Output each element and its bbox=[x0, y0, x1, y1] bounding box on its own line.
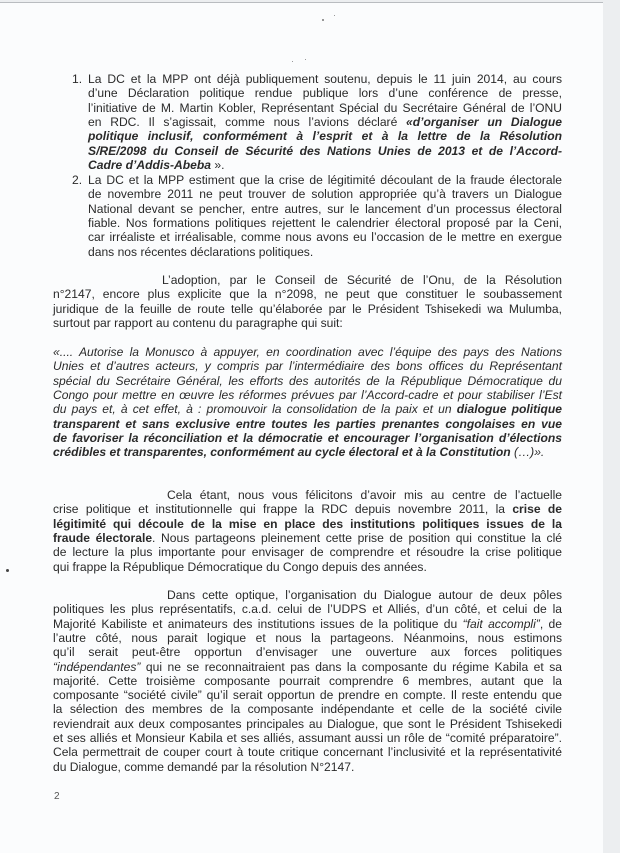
text-run: crise politique et institutionnelle qui frappe la RDC depuis novembre 2011, la bbox=[53, 502, 513, 516]
text-run: politique inclusif, conformément à l’esprit et à la lettre de la Résolution bbox=[88, 129, 562, 143]
text-line bbox=[53, 531, 562, 545]
text-line bbox=[53, 417, 562, 431]
text-line bbox=[162, 273, 562, 287]
text-run: de lecture la plus importante pour envisager de comprendre et résoudre la crise politique bbox=[53, 545, 562, 559]
text-line bbox=[53, 502, 562, 516]
text-line bbox=[53, 345, 562, 359]
text-line bbox=[53, 517, 562, 531]
text-run: S/RE/2098 du Conseil de Sécurité des Nations Unies de 2013 et de l’Accord- bbox=[88, 144, 562, 158]
text-line bbox=[53, 631, 562, 645]
text-run: «d’organiser un Dialogue bbox=[406, 115, 562, 129]
text-line bbox=[53, 602, 562, 616]
text-run: dans nos récentes déclarations politiques. bbox=[88, 245, 314, 259]
text-run: Dans cette optique, l’organisation du Dialogue autour de deux pôles bbox=[167, 588, 562, 602]
text-line bbox=[53, 731, 562, 745]
text-line bbox=[88, 144, 562, 158]
text-run: qui frappe la République Démocratique du Congo depuis des années. bbox=[53, 560, 427, 574]
text-run: Congo pour mettre en œuvre les réformes prévues par l’Accord-cadre et pour stabiliser l’Est bbox=[53, 388, 562, 402]
text-line bbox=[88, 216, 562, 230]
text-line bbox=[88, 72, 562, 86]
text-run: de favoriser la réconciliation et la démocratie et encourager l’organisation d’élections bbox=[53, 431, 562, 445]
text-run: majorité. Cette troisième composante pourrait comprendre 6 membres, autant que la bbox=[53, 674, 562, 688]
text-run: juridique de la feuille de route telle qu’élaborée par le Président Tshisekedi wa Mulumba, bbox=[53, 302, 562, 316]
text-run: spécial du Secrétaire Général, les efforts des autorités de la République Démocratique du bbox=[53, 374, 562, 388]
scan-speck bbox=[322, 19, 324, 21]
text-run: crise de bbox=[512, 502, 563, 516]
text-run: “indépendantes” bbox=[53, 660, 141, 674]
text-line bbox=[53, 316, 562, 330]
text-run: l’autre côté, nous parait logique et nous la partageons. Néanmoins, nous estimons bbox=[53, 631, 562, 645]
text-line bbox=[53, 688, 562, 702]
item-number: 1. bbox=[72, 72, 83, 86]
text-run: fraude électorale bbox=[53, 531, 153, 545]
text-run: du pays et, à cet effet, à : promouvoir la consolidation de la paix et un bbox=[53, 402, 457, 416]
text-run: l’initiative de M. Martin Kobler, Représentant Spécial du Secrétaire Général de l’ONU bbox=[88, 101, 562, 115]
text-line bbox=[88, 101, 562, 115]
text-run: «.... Autorise la Monusco à appuyer, en coordination avec l’équipe des pays des Nations bbox=[53, 345, 562, 359]
text-run: “fait accompli” bbox=[462, 617, 540, 631]
text-line bbox=[53, 359, 562, 373]
text-run: légitimité qui découle de la mise en place des institutions politiques issues de la bbox=[53, 517, 562, 531]
text-line bbox=[53, 431, 562, 445]
text-run: Cela permettrait de couper court à toute critique concernant l’inclusivité et la représentativité bbox=[53, 745, 562, 759]
text-line bbox=[88, 187, 562, 201]
text-run: d’une Déclaration politique rendue publique lors d’une conférence de presse, bbox=[88, 86, 562, 100]
text-line bbox=[88, 115, 562, 129]
text-line bbox=[167, 588, 562, 602]
page-number: 2 bbox=[54, 791, 60, 802]
text-run: composante “société civile” qu’il serait opportun de prendre en compte. Il reste entendu que bbox=[53, 688, 562, 702]
text-run: en RDC. Il s’agissait, comme nous l’avions déclaré bbox=[88, 115, 407, 129]
text-line bbox=[53, 388, 562, 402]
text-run: La DC et la MPP ont déjà publiquement soutenu, depuis le 11 juin 2014, au cours bbox=[88, 72, 562, 86]
text-line bbox=[53, 402, 562, 416]
text-run: Cela étant, nous vous félicitons d’avoir mis au centre de l’actuelle bbox=[167, 488, 562, 502]
text-line bbox=[167, 488, 562, 502]
text-run: qu’il serait peut-être opportun d’envisager une ouverture aux forces politiques bbox=[53, 645, 562, 659]
text-run: , de bbox=[539, 617, 562, 631]
text-run: du Dialogue, comme demandé par la résolution N°2147. bbox=[53, 760, 355, 774]
text-run: qui ne se reconnaitraient pas dans la composante du régime Kabila et sa bbox=[140, 660, 562, 674]
text-line bbox=[53, 645, 562, 659]
text-run: (…)». bbox=[510, 445, 545, 459]
text-run: n°2147, encore plus explicite que la n°2098, ne peut que constituer le soubassement bbox=[53, 287, 562, 301]
text-run: la sélection des membres de la composante indépendante et celle de la société civile bbox=[53, 702, 562, 716]
item-number: 2. bbox=[72, 173, 83, 187]
text-line bbox=[53, 660, 562, 674]
scan-speck bbox=[334, 15, 335, 16]
text-line bbox=[88, 230, 562, 244]
text-line bbox=[88, 129, 562, 143]
text-run: Unies et d’autres acteurs, y compris par l’intermédiaire des bons offices du Représentant bbox=[53, 359, 562, 373]
text-run: surtout par rapport au contenu du paragraphe qui suit: bbox=[53, 316, 343, 330]
text-line bbox=[53, 287, 562, 301]
text-run: ». bbox=[210, 158, 225, 172]
text-line bbox=[88, 86, 562, 100]
text-line bbox=[53, 302, 562, 316]
text-line bbox=[88, 245, 562, 259]
scan-mark bbox=[6, 569, 9, 572]
text-line bbox=[53, 717, 562, 731]
text-run: Majorité Kabiliste et animateurs des institutions issues de la politique du bbox=[53, 617, 463, 631]
text-line bbox=[53, 702, 562, 716]
text-run: et ses alliés et Monsieur Kabila et ses alliés, assumant aussi un rôle de “comité préparatoire”. bbox=[53, 731, 562, 745]
text-run: Cadre d’Addis-Abeba bbox=[88, 158, 211, 172]
text-line bbox=[53, 445, 562, 459]
text-line bbox=[53, 745, 562, 759]
text-line bbox=[53, 760, 562, 774]
text-run: dialogue politique bbox=[456, 402, 562, 416]
text-run: fiable. Nos formations politiques rejettent le calendrier électoral proposé par la Ceni, bbox=[88, 216, 562, 230]
text-run: crédibles et transparentes, conformément au cycle électoral et à la Constitution bbox=[53, 445, 511, 459]
text-line bbox=[53, 674, 562, 688]
text-line bbox=[88, 173, 562, 187]
text-run: de novembre 2011 ne peut trouver de solution appropriée qu’à travers un Dialogue bbox=[88, 187, 562, 201]
text-run: L’adoption, par le Conseil de Sécurité de l’Onu, de la Résolution bbox=[162, 273, 562, 287]
text-run: transparent et sans exclusive entre toutes les parties prenantes congolaises en vue bbox=[53, 417, 562, 431]
document-page bbox=[0, 2, 603, 853]
text-line bbox=[88, 158, 562, 172]
text-run: La DC et la MPP estiment que la crise de légitimité découlant de la fraude électorale bbox=[88, 173, 562, 187]
text-line bbox=[53, 560, 562, 574]
text-run: reviendrait aux deux composantes principales au Dialogue, que sont le Président Tshisekedi bbox=[53, 717, 562, 731]
text-line bbox=[53, 545, 562, 559]
scan-speck bbox=[292, 61, 293, 62]
text-run: . Nous partageons pleinement cette prise de position qui constitue la clé bbox=[152, 531, 562, 545]
text-line bbox=[53, 617, 562, 631]
text-line bbox=[88, 202, 562, 216]
text-run: car irréaliste et irréalisable, comme nous avons eu l’occasion de le mettre en exergue bbox=[88, 230, 562, 244]
text-line bbox=[53, 374, 562, 388]
text-run: politiques les plus représentatifs, c.a.d. celui de l’UDPS et Alliés, d’un côté, et celui de la bbox=[53, 602, 562, 616]
text-run: National devant se pencher, entre autres, sur le lancement d’un processus électoral bbox=[88, 202, 562, 216]
scan-speck bbox=[305, 59, 306, 60]
